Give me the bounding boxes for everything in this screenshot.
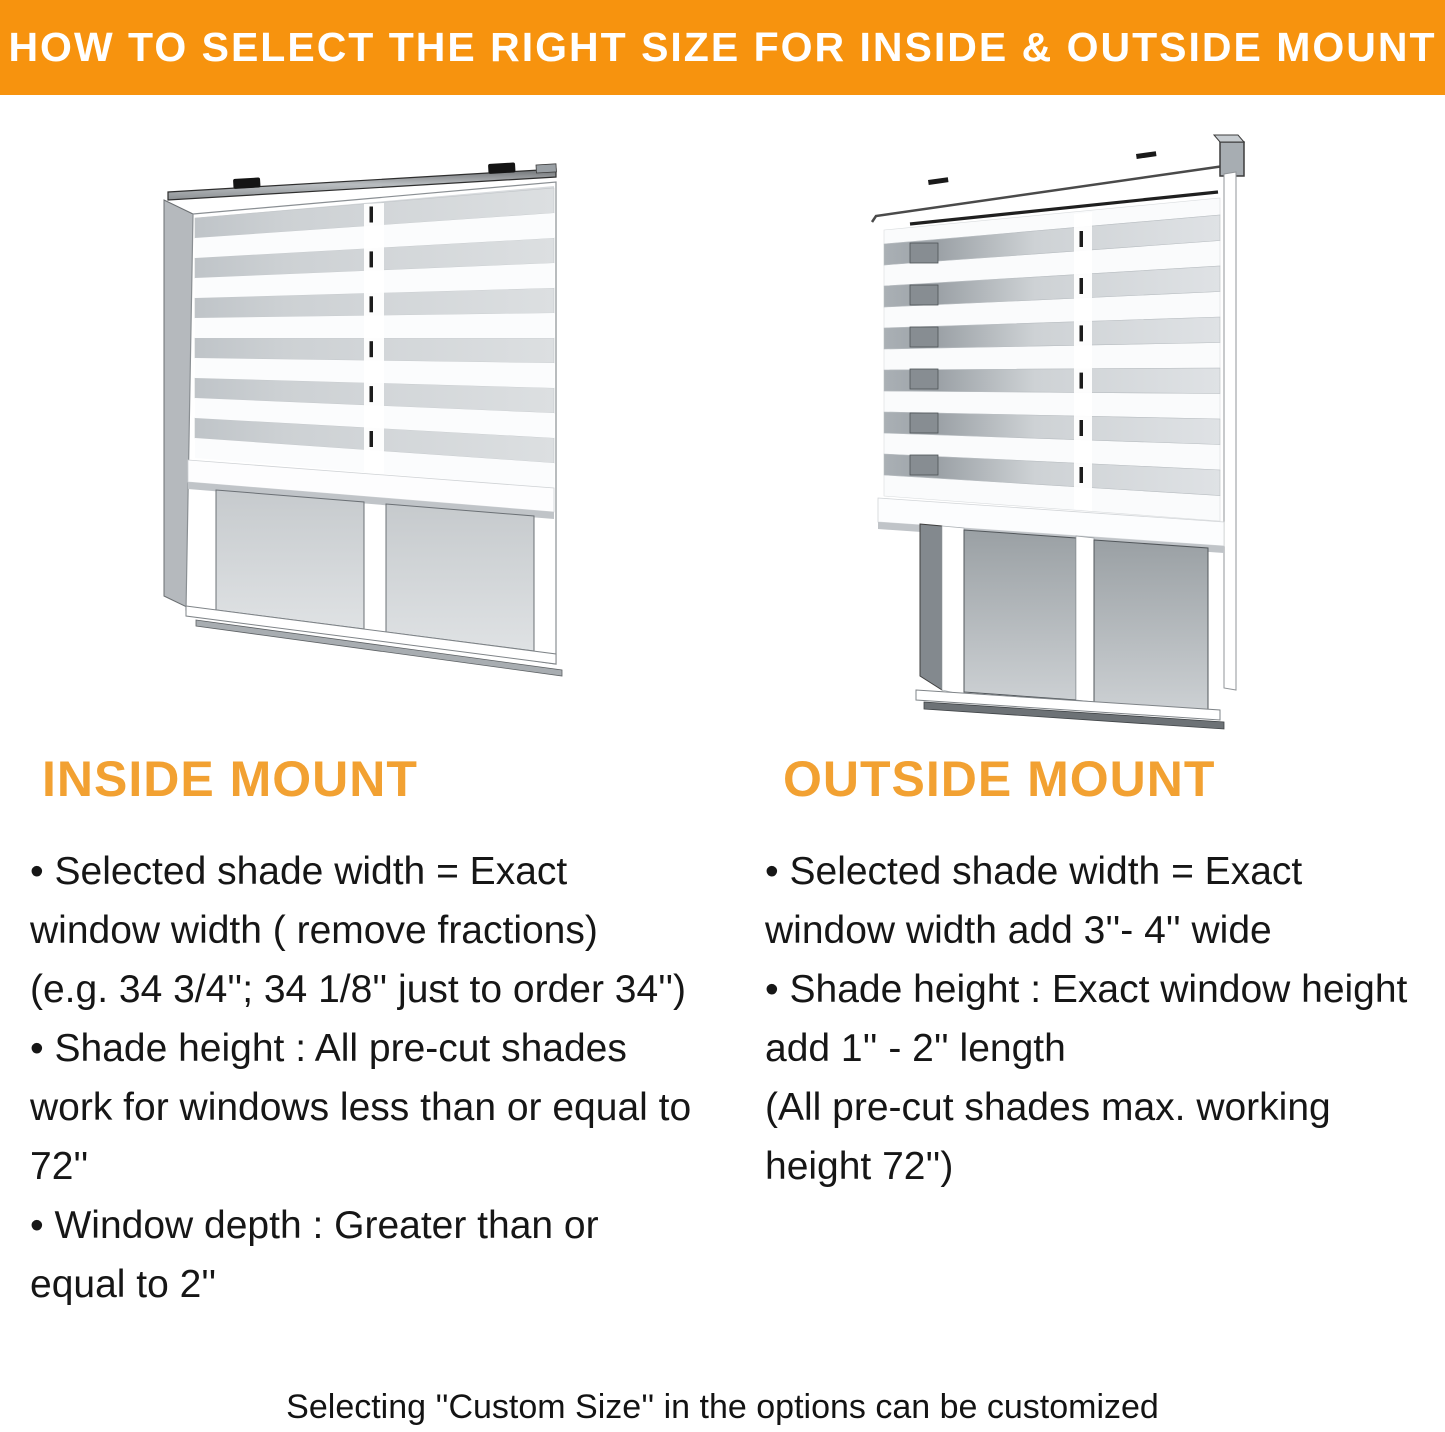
wall-screw-mark bbox=[1136, 151, 1157, 159]
mounting-bracket bbox=[1220, 142, 1244, 176]
bullet-line: • Shade height : All pre-cut shades bbox=[30, 1027, 627, 1070]
bullet-line: height 72'') bbox=[765, 1145, 954, 1188]
bullet-line: • Shade height : Exact window height bbox=[765, 968, 1408, 1011]
bullet-line: 72'' bbox=[30, 1145, 89, 1188]
bullet-line: • Selected shade width = Exact bbox=[765, 850, 1303, 893]
glass-pane bbox=[964, 530, 1076, 700]
glass-pane bbox=[1094, 540, 1208, 710]
zebra-shade bbox=[188, 188, 554, 519]
window-lower-section bbox=[916, 524, 1224, 729]
window-frame-edge bbox=[920, 524, 942, 690]
outside-mount-illustration bbox=[852, 130, 1427, 740]
bullet-line: work for windows less than or equal to bbox=[30, 1086, 692, 1129]
bullet-line: • Selected shade width = Exact bbox=[30, 850, 568, 893]
bullet-line: (e.g. 34 3/4''; 34 1/8'' just to order 34'') bbox=[30, 968, 687, 1011]
bullet-line: window width add 3''- 4'' wide bbox=[765, 909, 1272, 952]
wall-screw-mark bbox=[928, 177, 949, 185]
inside-mount-illustration bbox=[138, 148, 668, 723]
custom-size-note: Selecting ''Custom Size'' in the options can be customized bbox=[286, 1388, 1159, 1426]
bullet-line: • Window depth : Greater than or bbox=[30, 1204, 599, 1247]
mounting-clip bbox=[233, 177, 261, 189]
bullet-line: add 1'' - 2'' length bbox=[765, 1027, 1066, 1070]
outside-mount-heading: OUTSIDE MOUNT bbox=[783, 751, 1216, 807]
inside-mount-heading: INSIDE MOUNT bbox=[42, 751, 418, 807]
banner-title: HOW TO SELECT THE RIGHT SIZE FOR INSIDE & OUTSIDE MOUNT bbox=[8, 24, 1437, 70]
inside-mount-notes bbox=[30, 842, 730, 1314]
zebra-shade bbox=[878, 198, 1224, 553]
bullet-line: (All pre-cut shades max. working bbox=[765, 1086, 1331, 1129]
outside-mount-notes bbox=[765, 842, 1445, 1196]
header-banner bbox=[0, 0, 1445, 95]
window-frame bbox=[1224, 172, 1236, 690]
bullet-line: equal to 2'' bbox=[30, 1263, 217, 1306]
mounting-clip bbox=[488, 162, 516, 174]
bullet-line: window width ( remove fractions) bbox=[30, 909, 598, 952]
